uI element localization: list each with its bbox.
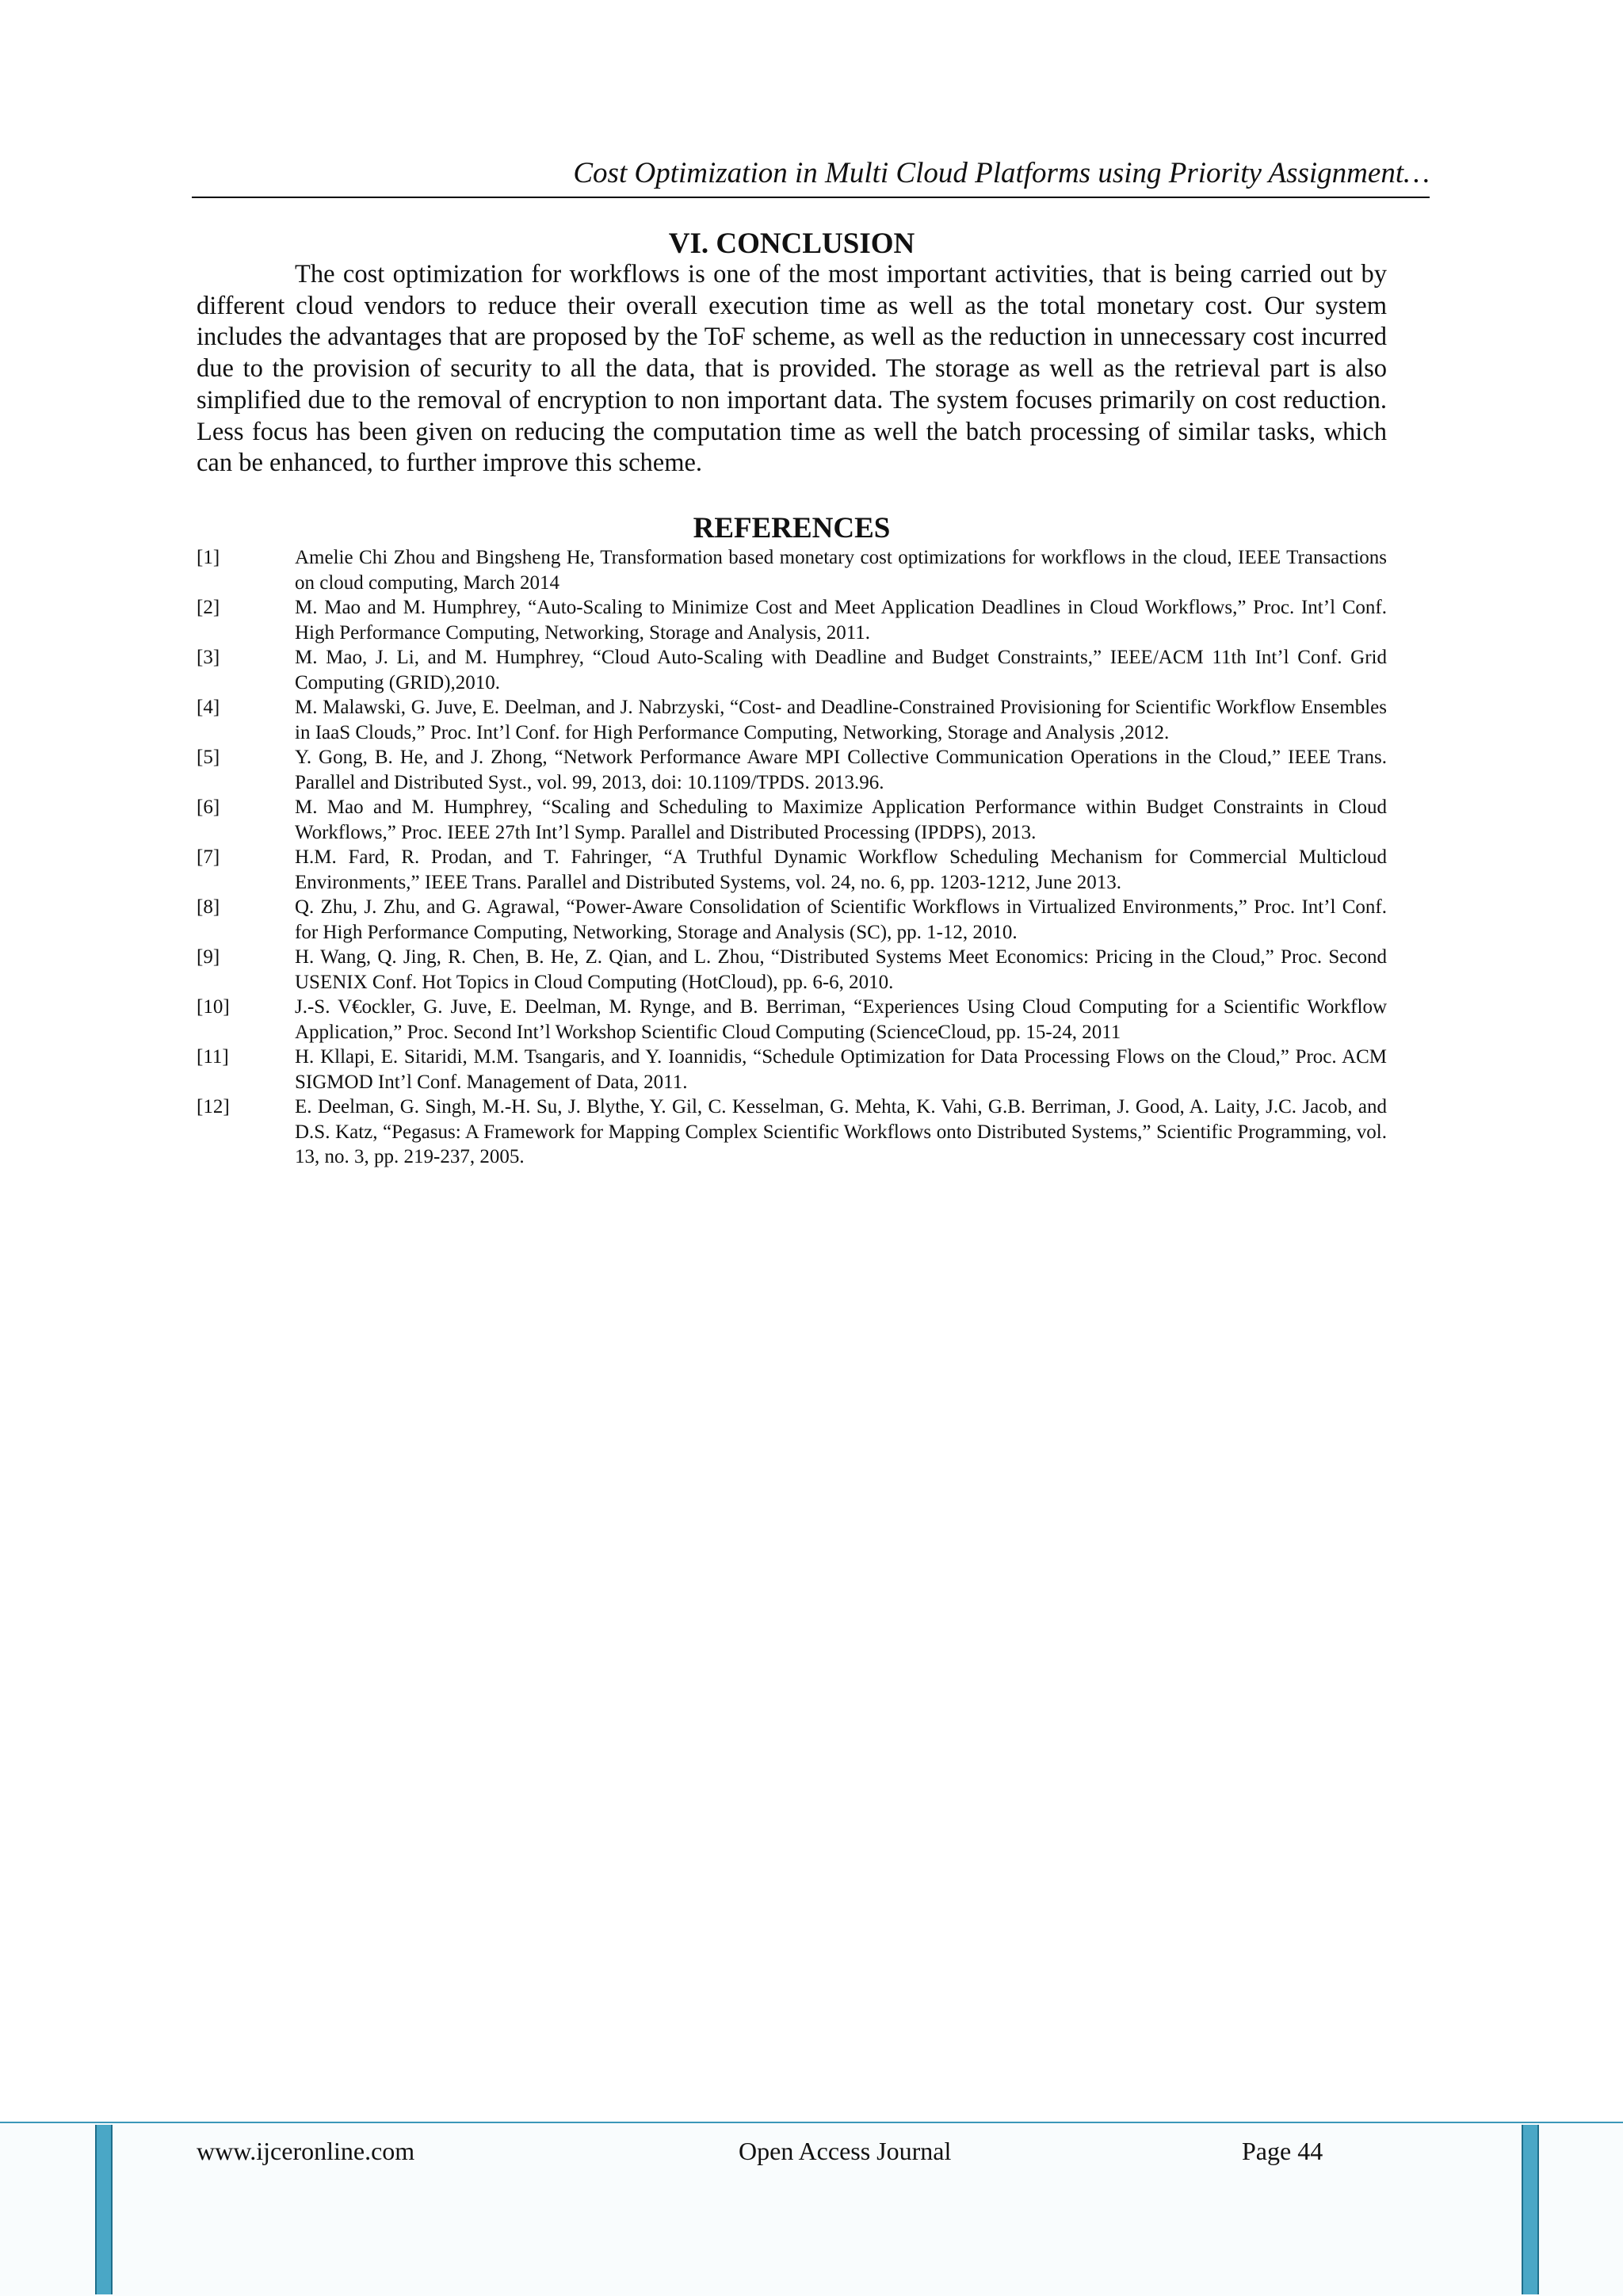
reference-number: [2] [197, 597, 220, 618]
reference-text: H. Kllapi, E. Sitaridi, M.M. Tsangaris, and Y. Ioannidis, “Schedule Optimization for Data Processing Flows on the Cloud,” Proc. ACM SIGMOD Int’l Conf. Management of Data, 2011. [295, 1046, 1387, 1093]
reference-text: H. Wang, Q. Jing, R. Chen, B. He, Z. Qian, and L. Zhou, “Distributed Systems Meet Economics: Pricing in the Cloud,” Proc. Second USENIX Conf. Hot Topics in Cloud Computing (HotCloud), pp. 6-6, 2010. [295, 946, 1387, 993]
section-heading-conclusion: VI. CONCLUSION [668, 227, 915, 260]
reference-item [197, 745, 1387, 795]
footer-left-bar [95, 2125, 113, 2294]
reference-text: J.-S. V€ockler, G. Juve, E. Deelman, M. Rynge, and B. Berriman, “Experiences Using Cloud Computing for a Scientific Workflow Application,” Proc. Second Int’l Workshop Scientific Cloud Computing (ScienceCloud, pp. 15-24, 2011 [295, 996, 1387, 1043]
reference-item [197, 995, 1387, 1045]
reference-text: Q. Zhu, J. Zhu, and G. Agrawal, “Power-Aware Consolidation of Scientific Workflows in Virtualized Environments,” Proc. Int’l Conf. for High Performance Computing, Networking, Storage and Analysis (SC), pp. 1-12, 2010. [295, 896, 1387, 943]
reference-number: [12] [197, 1096, 230, 1117]
reference-number: [3] [197, 647, 220, 668]
reference-text: Y. Gong, B. He, and J. Zhong, “Network Performance Aware MPI Collective Communication Operations in the Cloud,” IEEE Trans. Parallel and Distributed Syst., vol. 99, 2013, doi: 10.1109/TPDS. 2013.96. [295, 747, 1387, 793]
reference-text: H.M. Fard, R. Prodan, and T. Fahringer, “A Truthful Dynamic Workflow Scheduling Mechanism for Commercial Multicloud Environments,” IEEE Trans. Parallel and Distributed Systems, vol. 24, no. 6, pp. 1203-1212, June 2013. [295, 846, 1387, 893]
reference-number: [4] [197, 697, 220, 718]
reference-item [197, 945, 1387, 995]
reference-list [197, 545, 1387, 1170]
footer-website: www.ijceronline.com [197, 2137, 415, 2165]
reference-text: Amelie Chi Zhou and Bingsheng He, Transformation based monetary cost optimizations for workflows in the cloud, IEEE Transactions on cloud computing, March 2014 [295, 547, 1387, 594]
footer-journal: Open Access Journal [739, 2137, 952, 2165]
reference-item [197, 645, 1387, 695]
reference-number: [10] [197, 996, 230, 1018]
reference-item [197, 795, 1387, 845]
reference-item [197, 545, 1387, 595]
reference-item [197, 845, 1387, 895]
reference-text: E. Deelman, G. Singh, M.-H. Su, J. Blythe, Y. Gil, C. Kesselman, G. Mehta, K. Vahi, G.B. Berriman, J. Good, A. Laity, J.C. Jacob, and D.S. Katz, “Pegasus: A Framework for Mapping Complex Scientific Workflows onto Distributed Systems,” Scientific Programming, vol. 13, no. 3, pp. 219-237, 2005. [295, 1096, 1387, 1167]
reference-item [197, 895, 1387, 945]
reference-text: M. Malawski, G. Juve, E. Deelman, and J. Nabrzyski, “Cost- and Deadline-Constrained Provisioning for Scientific Workflow Ensembles in IaaS Clouds,” Proc. Int’l Conf. for High Performance Computing, Networking, Storage and Analysis ,2012. [295, 697, 1387, 743]
reference-text: M. Mao and M. Humphrey, “Auto-Scaling to Minimize Cost and Meet Application Deadlines in Cloud Workflows,” Proc. Int’l Conf. High Performance Computing, Networking, Storage and Analysis, 2011. [295, 597, 1387, 644]
running-head: Cost Optimization in Multi Cloud Platforms using Priority Assignment… [573, 157, 1430, 189]
section-heading-references: REFERENCES [693, 512, 891, 544]
reference-item [197, 1045, 1387, 1095]
footer-right-bar [1522, 2125, 1539, 2294]
reference-number: [8] [197, 896, 220, 918]
header-rule [192, 197, 1430, 198]
reference-item [197, 695, 1387, 745]
reference-number: [7] [197, 846, 220, 868]
conclusion-paragraph: The cost optimization for workflows is one of the most important activities, that is being carried out by different cloud vendors to reduce their overall execution time as well as the total monetary cost. Our system includes the advantages that are proposed by the ToF scheme, as well as the reduction in unnecessary cost incurred due to the provision of security to all the data, that is provided. The storage as well as the retrieval part is also simplified due to the removal of encryption to non important data. The system focuses primarily on cost reduction. Less focus has been given on reducing the computation time as well the batch processing of similar tasks, which can be enhanced, to further improve this scheme. [197, 260, 1387, 478]
reference-number: [9] [197, 946, 220, 968]
reference-number: [6] [197, 797, 220, 818]
footer-page-number: Page 44 [1242, 2137, 1323, 2165]
reference-number: [1] [197, 547, 220, 568]
reference-number: [5] [197, 747, 220, 768]
reference-item [197, 595, 1387, 645]
reference-item [197, 1095, 1387, 1170]
reference-number: [11] [197, 1046, 229, 1068]
reference-text: M. Mao and M. Humphrey, “Scaling and Scheduling to Maximize Application Performance within Budget Constraints in Cloud Workflows,” Proc. IEEE 27th Int’l Symp. Parallel and Distributed Processing (IPDPS), 2013. [295, 797, 1387, 843]
reference-text: M. Mao, J. Li, and M. Humphrey, “Cloud Auto-Scaling with Deadline and Budget Constraints,” IEEE/ACM 11th Int’l Conf. Grid Computing (GRID),2010. [295, 647, 1387, 693]
